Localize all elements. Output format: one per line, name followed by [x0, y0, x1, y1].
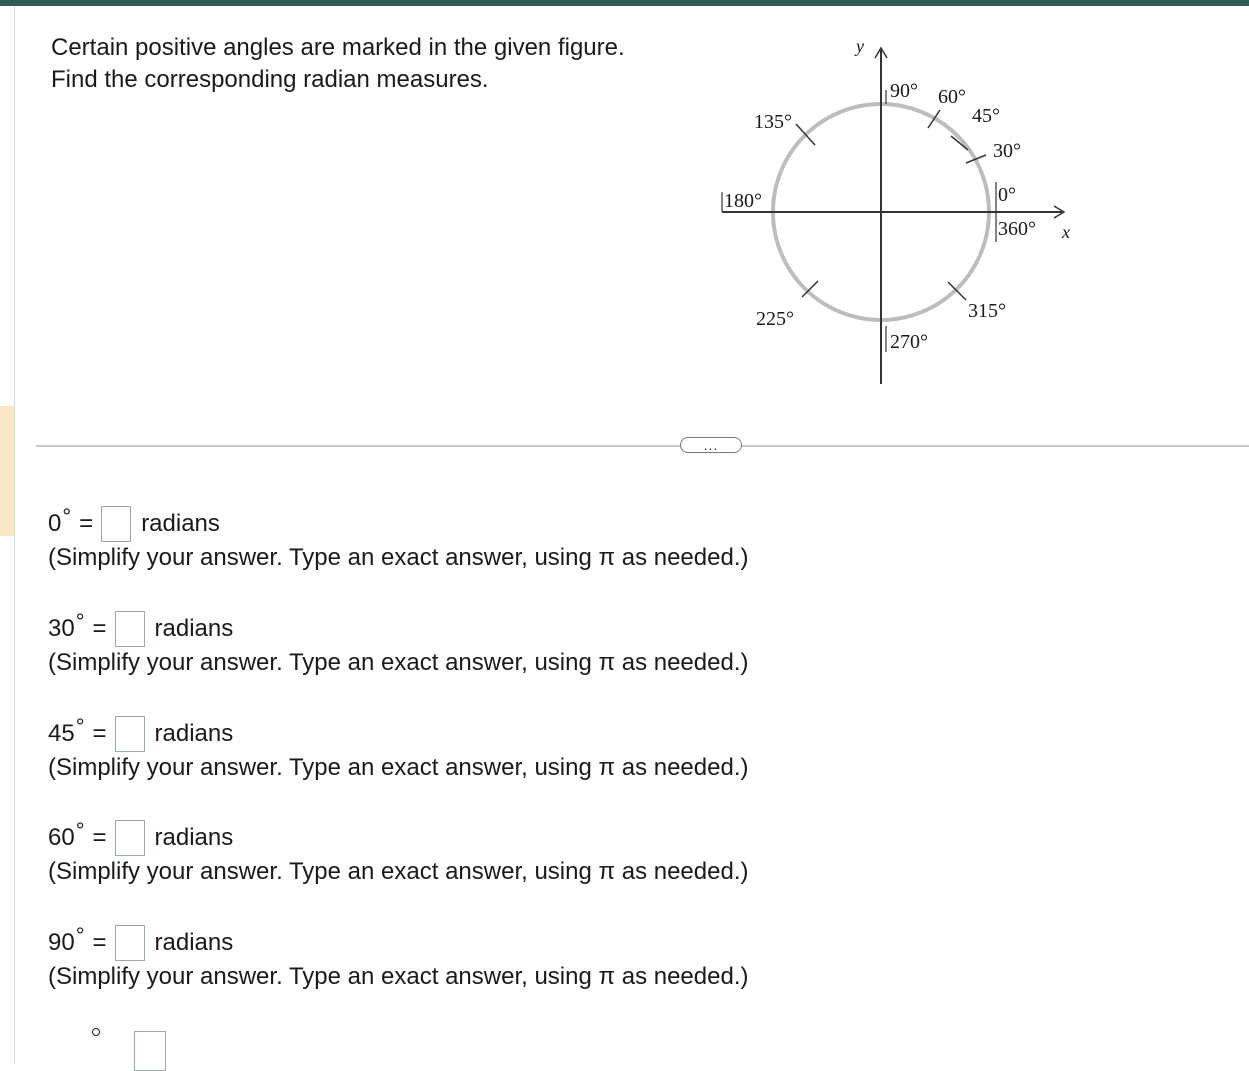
- question-item: [48, 504, 748, 572]
- label-225: 225°: [756, 308, 794, 330]
- units-label: radians: [141, 510, 220, 537]
- label-315: 315°: [968, 300, 1006, 322]
- degree-symbol: °: [62, 504, 72, 529]
- answer-input-45[interactable]: [115, 716, 145, 752]
- answer-input-30[interactable]: [115, 611, 145, 647]
- answer-hint: (Simplify your answer. Type an exact answer, using π as needed.): [48, 963, 749, 990]
- answer-input-0[interactable]: [101, 506, 131, 542]
- prompt-line-2: Find the corresponding radian measures.: [51, 66, 489, 93]
- left-border: [14, 6, 15, 1064]
- section-divider: [36, 445, 1249, 447]
- units-label: radians: [154, 929, 234, 956]
- answer-hint: (Simplify your answer. Type an exact answer, using π as needed.): [48, 544, 749, 571]
- equals-sign: =: [92, 615, 107, 642]
- y-axis-label: y: [856, 36, 864, 56]
- question-prompt: [51, 32, 625, 96]
- label-0: 0°: [998, 184, 1016, 206]
- equals-sign: =: [92, 929, 107, 956]
- question-item: [48, 818, 748, 886]
- units-label: radians: [154, 615, 234, 642]
- label-270: 270°: [890, 331, 928, 353]
- partial-degree-symbol: [92, 1028, 100, 1036]
- prompt-line-1: Certain positive angles are marked in the given figure.: [51, 34, 625, 61]
- partial-answer-input[interactable]: [134, 1031, 166, 1071]
- x-axis-label: x: [1062, 222, 1070, 242]
- label-45: 45°: [972, 105, 1000, 127]
- degree-value: 45: [48, 720, 75, 747]
- label-90: 90°: [890, 80, 918, 102]
- equals-sign: =: [92, 824, 107, 851]
- unit-circle-figure: [700, 30, 1100, 390]
- top-bar: [0, 0, 1249, 6]
- units-label: radians: [154, 720, 234, 747]
- degree-symbol: °: [75, 714, 85, 739]
- answer-input-60[interactable]: [115, 820, 145, 856]
- degree-symbol: °: [75, 818, 85, 843]
- left-highlight-tab: [0, 406, 14, 536]
- answer-hint: (Simplify your answer. Type an exact answer, using π as needed.): [48, 649, 749, 676]
- answer-input-90[interactable]: [115, 925, 145, 961]
- units-label: radians: [154, 824, 234, 851]
- answer-hint: (Simplify your answer. Type an exact answer, using π as needed.): [48, 754, 749, 781]
- question-item: [48, 923, 748, 991]
- label-60: 60°: [938, 86, 966, 108]
- equals-sign: =: [79, 510, 94, 537]
- label-30: 30°: [993, 140, 1021, 162]
- degree-value: 30: [48, 615, 75, 642]
- question-item: [48, 714, 748, 782]
- label-135: 135°: [754, 111, 792, 133]
- label-180: 180°: [724, 190, 762, 212]
- expand-more-button[interactable]: ...: [680, 437, 742, 453]
- degree-value: 0: [48, 510, 62, 537]
- equals-sign: =: [92, 720, 107, 747]
- degree-symbol: °: [75, 923, 85, 948]
- label-360: 360°: [998, 218, 1036, 240]
- question-item: [48, 609, 748, 677]
- degree-value: 60: [48, 824, 75, 851]
- degree-symbol: °: [75, 609, 85, 634]
- answer-hint: (Simplify your answer. Type an exact answer, using π as needed.): [48, 858, 749, 885]
- degree-value: 90: [48, 929, 75, 956]
